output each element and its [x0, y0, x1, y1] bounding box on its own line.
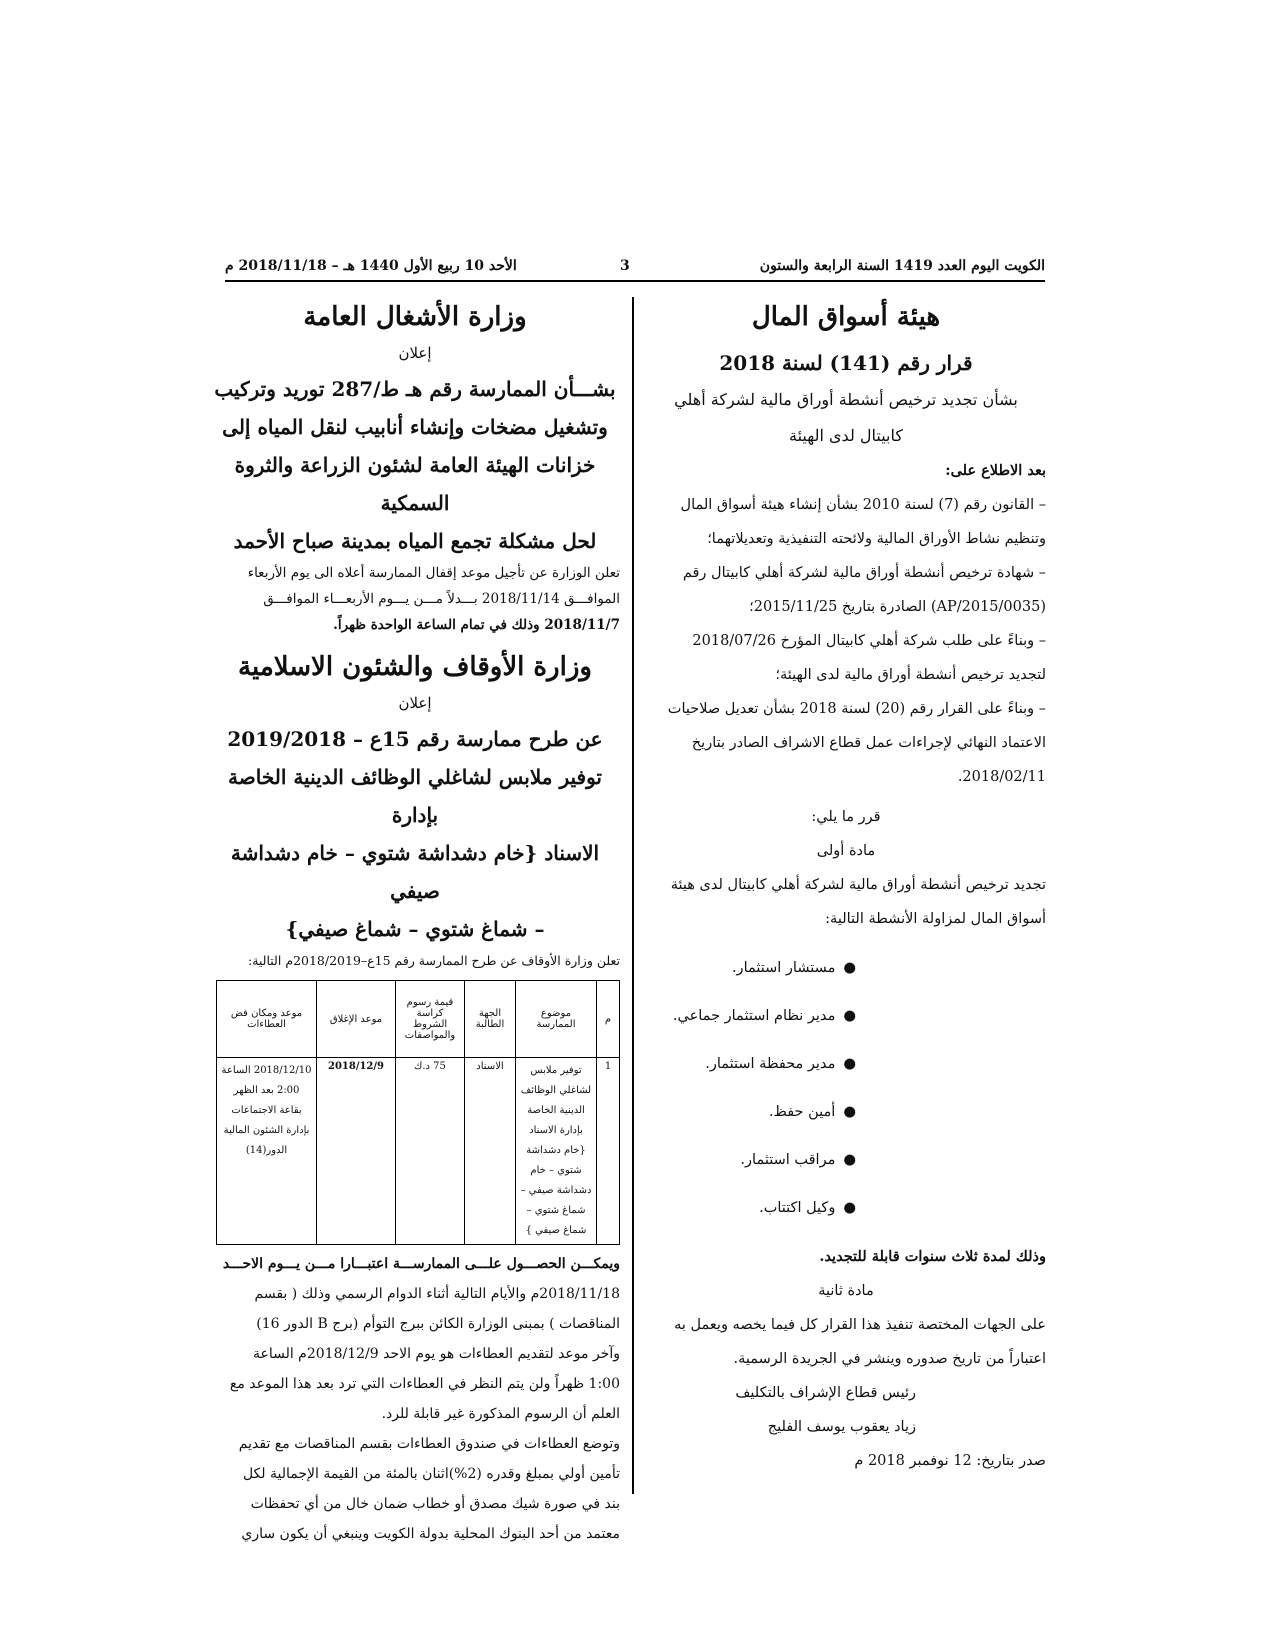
table-cell: 2018/12/9: [317, 1058, 396, 1245]
list-item: ●مدير محفظة استثمار.: [705, 1056, 856, 1072]
notice-text: معتمد من أحد البنوك المحلية بدولة الكويت وينبغي أن يكون ساري: [241, 1526, 620, 1542]
notice-text: 2018/11/18م والأيام التالية أثناء الدوام الرسمي وذلك ( بقسم: [254, 1286, 620, 1302]
tender-subject-line: الاسناد {خام دشداشة شتوي – خام دشداشة صيفي: [230, 841, 600, 903]
notice-text: بند في صورة شيك مصدق أو خطاب ضمان خال من أي تحفظات: [250, 1496, 620, 1512]
table-header-cell: موعد ومكان فض العطاءات: [217, 981, 317, 1058]
article-1-text: أسواق المال لمزاولة الأنشطة التالية:: [825, 911, 1046, 927]
list-item: ●مستشار استثمار.: [731, 960, 856, 976]
notice-text: ويمكـــن الحصـــول علـــى الممارســـة اعتبـــارا مـــن يـــوم الاحـــد: [222, 1256, 620, 1272]
article-1-heading: مادة أولى: [816, 843, 876, 859]
page-number: 3: [620, 258, 630, 274]
page-header: [225, 258, 1045, 282]
tender-subject-line: لحل مشكلة تجمع المياه بمدينة صباح الأحمد: [233, 529, 597, 553]
bullet-icon: ●: [843, 1104, 856, 1120]
table-cell: 75 د.ك: [396, 1058, 465, 1245]
clause-line: الاعتماد النهائي لإجراءات عمل قطاع الاشراف الصادر بتاريخ: [691, 735, 1046, 751]
notice-text: تأمين أولي بمبلغ وقدره (2%)اثنان بالمئة من القيمة الإجمالية لكل: [242, 1466, 620, 1482]
tender-subject-line: بشـــأن الممارسة رقم هـ ط/287 توريد وتركيب: [214, 377, 616, 401]
table-row: [217, 1058, 620, 1245]
column-divider: [632, 297, 634, 1494]
clause-line: (AP/2015/0035) الصادرة بتاريخ 2015/11/25؛: [749, 599, 1046, 615]
announcement-label: إعلان: [398, 694, 432, 712]
notice-text: 2018/11/7 وذلك في تمام الساعة الواحدة ظهراً.: [333, 617, 620, 633]
notice-text: وتوضع العطاءات في صندوق العطاءات بقسم المناقصات مع تقديم: [238, 1436, 620, 1452]
clause-line: 2018/02/11.: [957, 769, 1046, 785]
table-cell: الاسناد: [465, 1058, 516, 1245]
notice-text: وآخر موعد لتقديم العطاءات هو يوم الاحد 2018/12/9م الساعة: [252, 1346, 620, 1362]
tender-subject-line: – شماغ شتوي – شماغ صيفي}: [285, 917, 545, 941]
article-1-text: تجديد ترخيص أنشطة أوراق مالية لشركة أهلي كابيتال لدى هيئة: [670, 877, 1046, 893]
list-item: ●مراقب استثمار.: [740, 1152, 856, 1168]
tender-subject-line: توفير ملابس لشاغلي الوظائف الدينية الخاصة بإدارة: [228, 765, 602, 827]
notice-text: المناقصات ) بمبنى الوزارة الكائن ببرج التوأم (برج B الدور 16): [256, 1316, 620, 1332]
header-date: الأحد 10 ربيع الأول 1440 هـ – 2018/11/18 م: [225, 258, 517, 274]
tender-table: [216, 980, 620, 1245]
tender-subject-line: وتشغيل مضخات وإنشاء أنابيب لنقل المياه إلى: [222, 415, 608, 439]
signer-name: زياد يعقوب يوسف الفليج: [767, 1419, 916, 1435]
ministry-title: وزارة الأوقاف والشئون الاسلامية: [238, 652, 592, 682]
notice-text: العلم أن الرسوم المذكورة غير قابلة للرد.: [381, 1406, 620, 1422]
clause-line: – القانون رقم (7) لسنة 2010 بشأن إنشاء هيئة أسواق المال: [680, 497, 1046, 513]
after-review-label: بعد الاطلاع على:: [945, 462, 1046, 479]
table-header-row: [217, 981, 620, 1058]
decided-label: قرر ما يلي:: [811, 809, 881, 825]
table-cell: توفير ملابس لشاغلي الوظائف الدينية الخاصة بإدارة الاسناد {خام دشداشة شتوي – خام دشداشة صيفي – شماغ شتوي – شماغ صيفي }: [516, 1058, 597, 1245]
announcement-label: إعلان: [398, 344, 432, 362]
decision-subject-2: كابيتال لدى الهيئة: [789, 426, 903, 445]
list-item: ●مدير نظام استثمار جماعي.: [672, 1008, 856, 1024]
org-title: هيئة أسواق المال: [751, 302, 941, 332]
header-issue-info: الكويت اليوم العدد 1419 السنة الرابعة والستون: [759, 258, 1045, 274]
issued-date: صدر بتاريخ: 12 نوفمبر 2018 م: [854, 1453, 1046, 1469]
table-intro: تعلن وزارة الأوقاف عن طرح الممارسة رقم 15ع–2018/2019م التالية:: [247, 953, 620, 968]
decision-subject-1: بشأن تجديد ترخيص أنشطة أوراق مالية لشركة أهلي: [674, 390, 1018, 409]
bullet-icon: ●: [843, 1152, 856, 1168]
bullet-icon: ●: [843, 1056, 856, 1072]
bullet-icon: ●: [843, 1200, 856, 1216]
clause-line: لتجديد ترخيص أنشطة أوراق مالية لدى الهيئة؛: [775, 667, 1046, 683]
article-2-heading: مادة ثانية: [818, 1283, 874, 1299]
ministry-title: وزارة الأشغال العامة: [303, 302, 527, 332]
tender-title: عن طرح ممارسة رقم 15ع – 2019/2018: [227, 727, 603, 751]
tender-subject-line: خزانات الهيئة العامة لشئون الزراعة والثروة السمكية: [234, 453, 596, 515]
list-item: ●وكيل اكتتاب.: [759, 1200, 856, 1216]
table-header-cell: موضوع الممارسة: [516, 981, 597, 1058]
list-item: ●أمين حفظ.: [768, 1104, 856, 1120]
notice-text: 1:00 ظهراً ولن يتم النظر في العطاءات التي ترد بعد هذا الموعد مع: [229, 1376, 620, 1392]
table-cell: 1: [597, 1058, 620, 1245]
table-header-cell: م: [597, 981, 620, 1058]
table-header-cell: قيمة رسوم كراسة الشروط والمواصفات: [396, 981, 465, 1058]
notice-text: تعلن الوزارة عن تأجيل موعد إقفال الممارسة أعلاه الى يوم الأربعاء: [247, 565, 620, 581]
bullet-icon: ●: [843, 1008, 856, 1024]
article-2-text: على الجهات المختصة تنفيذ هذا القرار كل فيما يخصه ويعمل به: [674, 1317, 1046, 1333]
clause-line: – شهادة ترخيص أنشطة أوراق مالية لشركة أهلي كابيتال رقم: [682, 565, 1046, 581]
clause-line: – وبناءً على القرار رقم (20) لسنة 2018 بشأن تعديل صلاحيات: [667, 701, 1046, 717]
clause-line: – وبناءً على طلب شركة أهلي كابيتال المؤرخ 2018/07/26: [692, 633, 1046, 649]
decision-title: قرار رقم (141) لسنة 2018: [719, 351, 973, 375]
duration-text: وذلك لمدة ثلاث سنوات قابلة للتجديد.: [819, 1248, 1046, 1265]
right-column: [646, 300, 1046, 1478]
activity-list: [646, 944, 1046, 1232]
signer-title: رئيس قطاع الإشراف بالتكليف: [735, 1385, 916, 1401]
notice-text: الموافـــق 2018/11/14 بـــدلاً مـــن يـــوم الأربعـــاء الموافـــق: [263, 591, 620, 607]
article-2-text: اعتباراً من تاريخ صدوره وينشر في الجريدة الرسمية.: [733, 1351, 1046, 1367]
table-cell: 2018/12/10 الساعة 2:00 بعد الظهر بقاعة الاجتماعات بإدارة الشئون المالية الدور(14): [217, 1058, 317, 1245]
table-header-cell: الجهة الطالبة: [465, 981, 516, 1058]
bullet-icon: ●: [843, 960, 856, 976]
table-header-cell: موعد الإغلاق: [317, 981, 396, 1058]
clause-line: وتنظيم نشاط الأوراق المالية ولائحته التنفيذية وتعديلاتهما؛: [707, 531, 1046, 547]
left-column: [210, 300, 620, 1549]
